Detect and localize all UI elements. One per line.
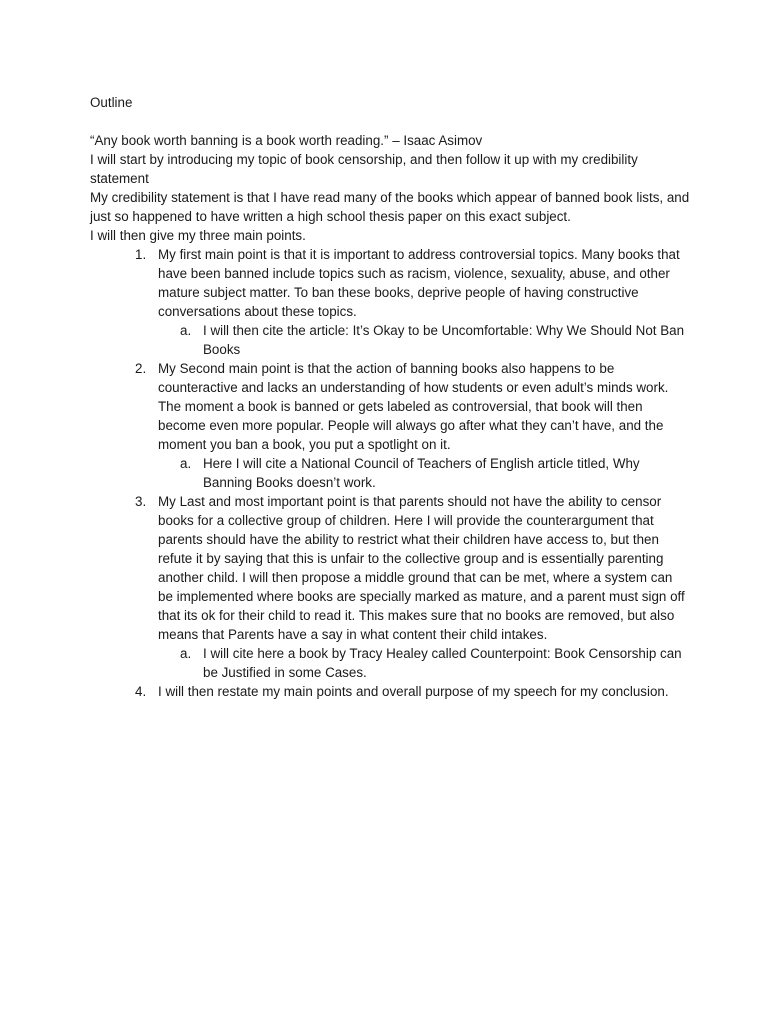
intro-paragraph: I will start by introducing my topic of book censorship, and then follow it up with my credibility statement xyxy=(90,152,638,186)
sub-point xyxy=(158,454,690,492)
sub-point-text: Here I will cite a National Council of Teachers of English article titled, Why Banning Books doesn’t work. xyxy=(203,456,640,490)
sub-points-list xyxy=(158,321,690,359)
sub-points-list xyxy=(158,454,690,492)
main-point-text: My first main point is that it is important to address controversial topics. Many books that have been banned include topics such as racism, violence, sexuality, abuse, and other mature subject matter. To ban these books, deprive people of having constructive conversations about these topics. xyxy=(158,247,680,319)
main-points-intro: I will then give my three main points. xyxy=(90,228,306,243)
main-point-3 xyxy=(90,492,690,682)
main-point-2 xyxy=(90,359,690,492)
list-letter: a. xyxy=(180,646,192,661)
main-point-text: I will then restate my main points and overall purpose of my speech for my conclusion. xyxy=(158,684,669,699)
list-number: 4. xyxy=(135,684,147,699)
main-point-1 xyxy=(90,245,690,359)
main-point-text: My Last and most important point is that parents should not have the ability to censor books for a collective group of children. Here I will provide the counterargument that parents should have the ability to restrict what their children have access to, but then refute it by saying that this is unfair to the collective group and is essentially parenting another child. I will then propose a middle ground that can be met, where a system can be implemented where books are specially marked as mature, and a parent must sign off that its ok for their child to read it. This makes sure that no books are removed, but also means that Parents have a say in what content their child intakes. xyxy=(158,494,685,642)
document-heading: Outline xyxy=(90,95,133,110)
document-page xyxy=(90,93,690,701)
list-letter: a. xyxy=(180,456,192,471)
opening-quote: “Any book worth banning is a book worth reading.” – Isaac Asimov xyxy=(90,133,483,148)
list-number: 2. xyxy=(135,361,147,376)
main-point-text: My Second main point is that the action of banning books also happens to be counteractive and lacks an understanding of how students or even adult’s minds work. The moment a book is banned or gets labeled as controversial, that book will then become even more popular. People will always go after what they can’t have, and the moment you ban a book, you put a spotlight on it. xyxy=(158,361,669,452)
sub-point-text: I will then cite the article: It’s Okay to be Uncomfortable: Why We Should Not Ban Books xyxy=(203,323,685,357)
main-points-list xyxy=(90,245,690,701)
list-number: 1. xyxy=(135,247,147,262)
sub-point-text: I will cite here a book by Tracy Healey called Counterpoint: Book Censorship can be Justified in some Cases. xyxy=(203,646,682,680)
list-number: 3. xyxy=(135,494,147,509)
sub-point xyxy=(158,321,690,359)
main-point-4 xyxy=(90,682,690,701)
sub-point xyxy=(158,644,690,682)
sub-points-list xyxy=(158,644,690,682)
list-letter: a. xyxy=(180,323,192,338)
credibility-paragraph: My credibility statement is that I have read many of the books which appear of banned book lists, and just so happened to have written a high school thesis paper on this exact subject. xyxy=(90,190,690,224)
